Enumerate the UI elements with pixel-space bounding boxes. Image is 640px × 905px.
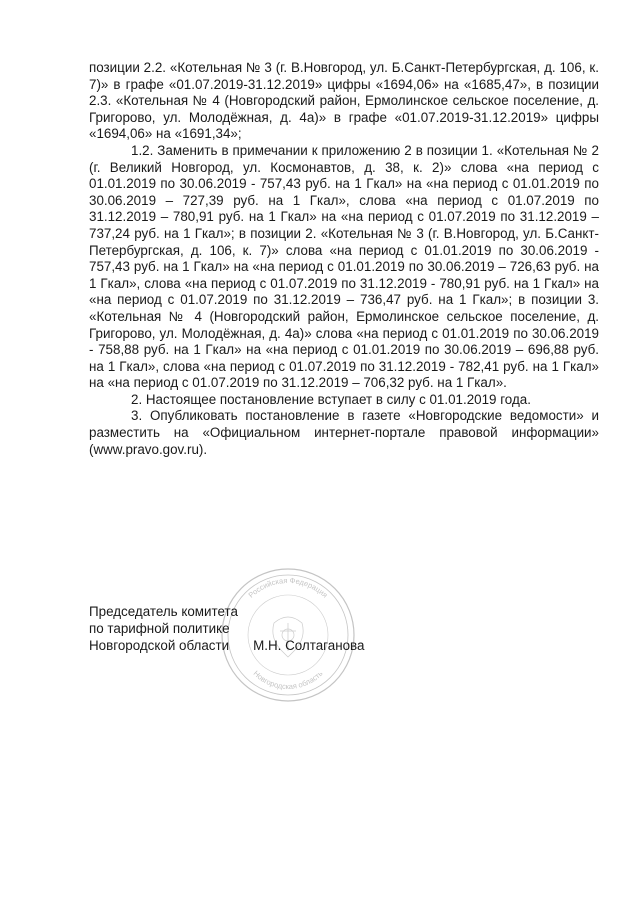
document-body: [89, 60, 599, 458]
seal-text-top: Российская Федерация: [246, 575, 330, 600]
paragraph-1-2: 1.2. Заменить в примечании к приложению 2 в позиции 1. «Котельная № 2 (г. Великий Новгород, ул. Космонавтов, д. 38, к. 2)» слова «на период с 01.01.2019 по 30.06.2019 - 757,43 руб. на 1 Гкал» на «на период с 01.01.2019 по 30.06.2019 – 727,39 руб. на 1 Гкал», слова «на период с 01.07.2019 по 31.12.2019 – 780,91 руб. на 1 Гкал» на «на период с 01.07.2019 по 31.12.2019 – 737,24 руб. на 1 Гкал»; в позиции 2. «Котельная № 3 (г. В.Новгород, ул. Б.Санкт-Петербургская, д. 106, к. 7)» слова «на период с 01.01.2019 по 30.06.2019 - 757,43 руб. на 1 Гкал» на «на период с 01.01.2019 по 30.06.2019 – 726,63 руб. на 1 Гкал», слова «на период с 01.07.2019 по 31.12.2019 - 780,91 руб. на 1 Гкал» на «на период с 01.07.2019 по 31.12.2019 – 736,47 руб. на 1 Гкал»; в позиции 3. «Котельная № 4 (Новгородский район, Ермолинское сельское поселение, д. Григорово, ул. Молодёжная, д. 4а)» слова «на период с 01.01.2019 по 30.06.2019 - 758,88 руб. на 1 Гкал» на «на период с 01.01.2019 по 30.06.2019 – 696,88 руб. на 1 Гкал», слова «на период с 01.07.2019 по 31.12.2019 - 782,41 руб. на 1 Гкал» на «на период с 01.07.2019 по 31.12.2019 – 706,32 руб. на 1 Гкал».: [89, 142, 599, 391]
signatory-name: М.Н. Солтаганова: [253, 638, 365, 653]
paragraph-3: 3. Опубликовать постановление в газете «Новгородские ведомости» и разместить на «Официальном интернет-портале правовой информации» (www.pravo.gov.ru).: [89, 408, 599, 457]
seal-text-bottom: Новгородская область: [251, 668, 325, 692]
svg-text:Новгородская область: [252, 669, 325, 691]
signature-block: [89, 603, 419, 654]
signatory-title-line-1: Председатель комитета: [89, 604, 238, 619]
signatory-title-line-2: по тарифной политике: [89, 621, 230, 636]
paragraph-2: 2. Настоящее постановление вступает в силу с 01.01.2019 года.: [131, 391, 531, 407]
paragraph-1: позиции 2.2. «Котельная № 3 (г. В.Новгород, ул. Б.Санкт-Петербургская, д. 106, к. 7)» в графе «01.07.2019-31.12.2019» цифры «1694,06» на «1685,47», в позиции 2.3. «Котельная № 4 (Новгородский район, Ермолинское сельское поселение, д. Григорово, ул. Молодёжная, д. 4а)» в графе «01.07.2019-31.12.2019» цифры «1694,06» на «1691,34»;: [89, 60, 599, 142]
signatory-title-line-3: Новгородской области М.Н. Солтаганова: [89, 638, 365, 653]
svg-text:Российская Федерация: [247, 576, 330, 600]
